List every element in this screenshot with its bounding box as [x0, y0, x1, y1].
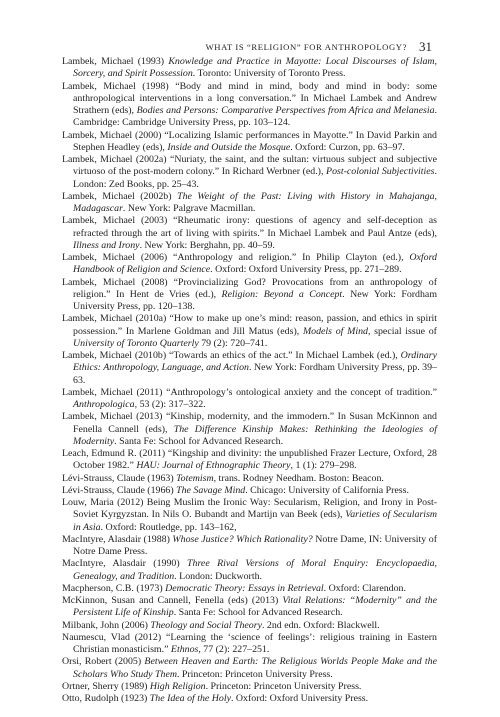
reference-text: Lambek, Michael (2002b)	[62, 190, 178, 202]
reference-entry	[62, 191, 437, 216]
reference-text: . New York: Fordham University Press, pp. 39–63.	[73, 362, 437, 386]
reference-title: Varieties of Secularism in Asia	[73, 509, 438, 533]
reference-text: Orsi, Robert (2005)	[62, 656, 145, 668]
reference-text: Lévi-Strauss, Claude (1966)	[62, 484, 177, 496]
reference-title: The Idea of the Holy	[149, 693, 231, 704]
reference-entry	[62, 473, 437, 485]
reference-text: , 53 (2): 317–322.	[134, 399, 206, 410]
reference-text: . Chicago: University of California Press.	[245, 484, 409, 496]
reference-entry	[62, 534, 437, 559]
reference-text: MacIntyre, Alasdair (1990)	[62, 558, 188, 570]
reference-text: Macpherson, C.B. (1973)	[62, 582, 166, 594]
reference-entry	[62, 411, 437, 448]
reference-text: Lambek, Michael (2002a) “Nuriaty, the saint, and the sultan: virtuous subject and subjective virtuoso of the post-modern colony.” In Richard Werbner (ed.),	[62, 154, 437, 178]
reference-text: . Princeton: Princeton University Press.	[176, 668, 333, 680]
reference-text: Lambek, Michael (2003) “Rheumatic irony: questions of agency and self-deception as refracted through the art of living with spirits.” In Michael Lambek and Paul Antze (eds),	[62, 215, 437, 239]
reference-entry	[62, 81, 437, 130]
reference-title: Totemism	[176, 472, 214, 484]
reference-entry	[62, 154, 437, 191]
reference-text: . New York: Fordham University Press, pp. 120–138.	[73, 288, 438, 312]
reference-title: Anthropologica	[73, 399, 135, 410]
running-title: WHAT IS “RELIGION” FOR ANTHROPOLOGY?	[205, 42, 407, 52]
reference-title: Theology and Social Theory	[150, 619, 262, 631]
reference-text: . Toronto: University of Toronto Press.	[192, 68, 346, 80]
reference-text: . New York: Palgrave Macmillan.	[122, 203, 256, 214]
reference-text: . Santa Fe: School for Advanced Research.	[114, 435, 284, 447]
reference-text: Louw, Maria (2012) Being Muslim the Ironic Way: Secularism, Religion, and Irony in Post-Soviet Kyrgyzstan. In Nils O. Bubandt and Martijn van Beek (eds),	[62, 497, 437, 521]
reference-text: Naumescu, Vlad (2012) “Learning the ‘science of feelings’: religious training in Eastern Christian monasticism.”	[62, 631, 437, 655]
running-header	[62, 38, 432, 54]
reference-title: HAU: Journal of Ethnographic Theory	[136, 460, 291, 472]
reference-text: . Oxford: Oxford University Press.	[230, 693, 369, 704]
reference-text: , 1 (1): 279–298.	[290, 460, 357, 472]
reference-text: . Princeton: Princeton University Press.	[205, 680, 362, 692]
reference-title: Vital Relations: “Modernity” and the Persistent Life of Kinship	[73, 595, 437, 619]
reference-text: . 2nd edn. Oxford: Blackwell.	[261, 619, 380, 631]
reference-text: Otto, Rudolph (1923)	[62, 693, 150, 704]
reference-title: Religion: Beyond a Concept	[221, 288, 343, 300]
reference-entry	[62, 252, 437, 277]
reference-title: Oxford Handbook of Religion and Science	[73, 252, 437, 276]
reference-text: . Oxford: Curzon, pp. 63–97.	[290, 141, 405, 153]
reference-title: The Savage Mind	[176, 484, 246, 496]
reference-text: Lambek, Michael (2000) “Localizing Islamic performances in Mayotte.” In David Parkin and Stephen Headley (eds),	[62, 129, 437, 153]
reference-text: Lambek, Michael (2008) “Provincializing God? Provocations from an anthropology of religion.” In Hent de Vries (ed.),	[62, 276, 437, 300]
reference-entry	[62, 681, 437, 693]
reference-entry	[62, 215, 437, 252]
reference-entry	[62, 595, 437, 620]
reference-entry	[62, 277, 437, 314]
reference-text: . Santa Fe: School for Advanced Research.	[173, 607, 343, 619]
reference-title: Illness and Irony	[73, 239, 140, 251]
reference-text: . Oxford: Clarendon.	[323, 582, 406, 594]
reference-text: Lambek, Michael (2011) “Anthropology’s ontological anxiety and the concept of tradition.”	[62, 386, 437, 398]
reference-entry	[62, 448, 437, 473]
page-number: 31	[419, 39, 432, 54]
reference-title: Democratic Theory: Essays in Retrieval	[165, 582, 324, 594]
reference-entry	[62, 497, 437, 534]
reference-entry	[62, 130, 437, 155]
reference-title: High Religion	[149, 680, 206, 692]
reference-text: Leach, Edmund R. (2011) “Kingship and divinity: the unpublished Frazer Lecture, Oxford, 28 October 1982.”	[62, 448, 437, 472]
reference-title: Three Rival Versions of Moral Enquiry: Encyclopaedia, Genealogy, and Tradition	[73, 558, 437, 582]
reference-text: 79 (2): 720–741.	[198, 337, 268, 349]
reference-entry	[62, 583, 437, 595]
reference-text: . New York: Berghahn, pp. 40–59.	[139, 239, 275, 251]
reference-title: Models of Mind	[302, 325, 368, 337]
reference-text: Lambek, Michael (2010a) “How to make up one’s mind: reason, passion, and ethics in spirit possession.” In Marlene Goldman and Jill Matus (eds),	[62, 313, 437, 337]
reference-text: . London: Duckworth.	[174, 570, 262, 582]
reference-title: Ordinary Ethics: Anthropology, Language, and Action	[73, 350, 437, 374]
reference-title: The Weight of the Past: Living with History in Mahajanga, Madagascar	[73, 190, 437, 214]
reference-text: . Oxford: Oxford University Press, pp. 271–289.	[210, 264, 402, 276]
reference-title: Between Heaven and Earth: The Religious Worlds People Make and the Scholars Who Study Them	[73, 656, 437, 680]
reference-title: University of Toronto Quarterly	[73, 337, 199, 349]
reference-text: Lambek, Michael (2006) “Anthropology and religion.” In Philip Clayton (ed.),	[62, 252, 410, 263]
reference-text: . Oxford: Routledge, pp. 143–162,	[100, 521, 237, 533]
reference-entry	[62, 620, 437, 632]
reference-text: Lambek, Michael (1998) “Body and mind in mind, body and mind in body: some anthropological interventions in a long conversation.” In Michael Lambek and Andrew Strathern (eds),	[62, 80, 437, 116]
reference-text: McKinnon, Susan and Cannell, Fenella (eds) (2013)	[62, 595, 283, 606]
reference-list	[62, 56, 437, 705]
reference-text: . Cambridge: Cambridge University Press, pp. 103–124.	[73, 105, 437, 129]
reference-title: Inside and Outside the Mosque	[167, 141, 291, 153]
reference-entry	[62, 693, 437, 705]
reference-title: Post-colonial Subjectivities	[326, 166, 435, 178]
reference-text: . London: Zed Books, pp. 25–43.	[73, 166, 437, 190]
reference-entry	[62, 350, 437, 387]
reference-text: MacIntyre, Alasdair (1988)	[62, 533, 173, 545]
reference-title: Bodies and Persons: Comparative Perspectives from Africa and Melanesia	[136, 105, 435, 116]
reference-text: Lambek, Michael (1993)	[62, 56, 169, 67]
reference-title: Ethnos	[170, 644, 199, 655]
reference-text: Ortner, Sherry (1989)	[62, 680, 150, 692]
reference-text: Lambek, Michael (2013) “Kinship, modernity, and the immodern.” In Susan McKinnon and Fenella Cannell (eds),	[62, 411, 437, 435]
reference-text: Notre Dame, IN: University of Notre Dame Press.	[73, 533, 437, 557]
reference-title: The Difference Kinship Makes: Rethinking the Ideologies of Modernity	[73, 423, 437, 447]
reference-text: Lévi-Strauss, Claude (1963)	[62, 472, 177, 484]
reference-title: Knowledge and Practice in Mayotte: Local Discourses of Islam, Sorcery, and Spirit Possession	[73, 56, 437, 80]
reference-entry	[62, 558, 437, 583]
reference-text: , 77 (2): 227–251.	[198, 644, 270, 655]
reference-text: Milbank, John (2006)	[62, 619, 151, 631]
reference-entry	[62, 387, 437, 412]
reference-entry	[62, 632, 437, 657]
reference-entry	[62, 656, 437, 681]
reference-title: Whose Justice? Which Rationality?	[172, 533, 313, 545]
reference-text: , trans. Rodney Needham. Boston: Beacon.	[213, 472, 384, 484]
reference-text: , special issue of	[367, 325, 437, 337]
reference-entry	[62, 485, 437, 497]
reference-entry	[62, 56, 437, 81]
reference-text: Lambek, Michael (2010b) “Towards an ethics of the act.” In Michael Lambek (ed.),	[62, 350, 401, 361]
reference-entry	[62, 313, 437, 350]
